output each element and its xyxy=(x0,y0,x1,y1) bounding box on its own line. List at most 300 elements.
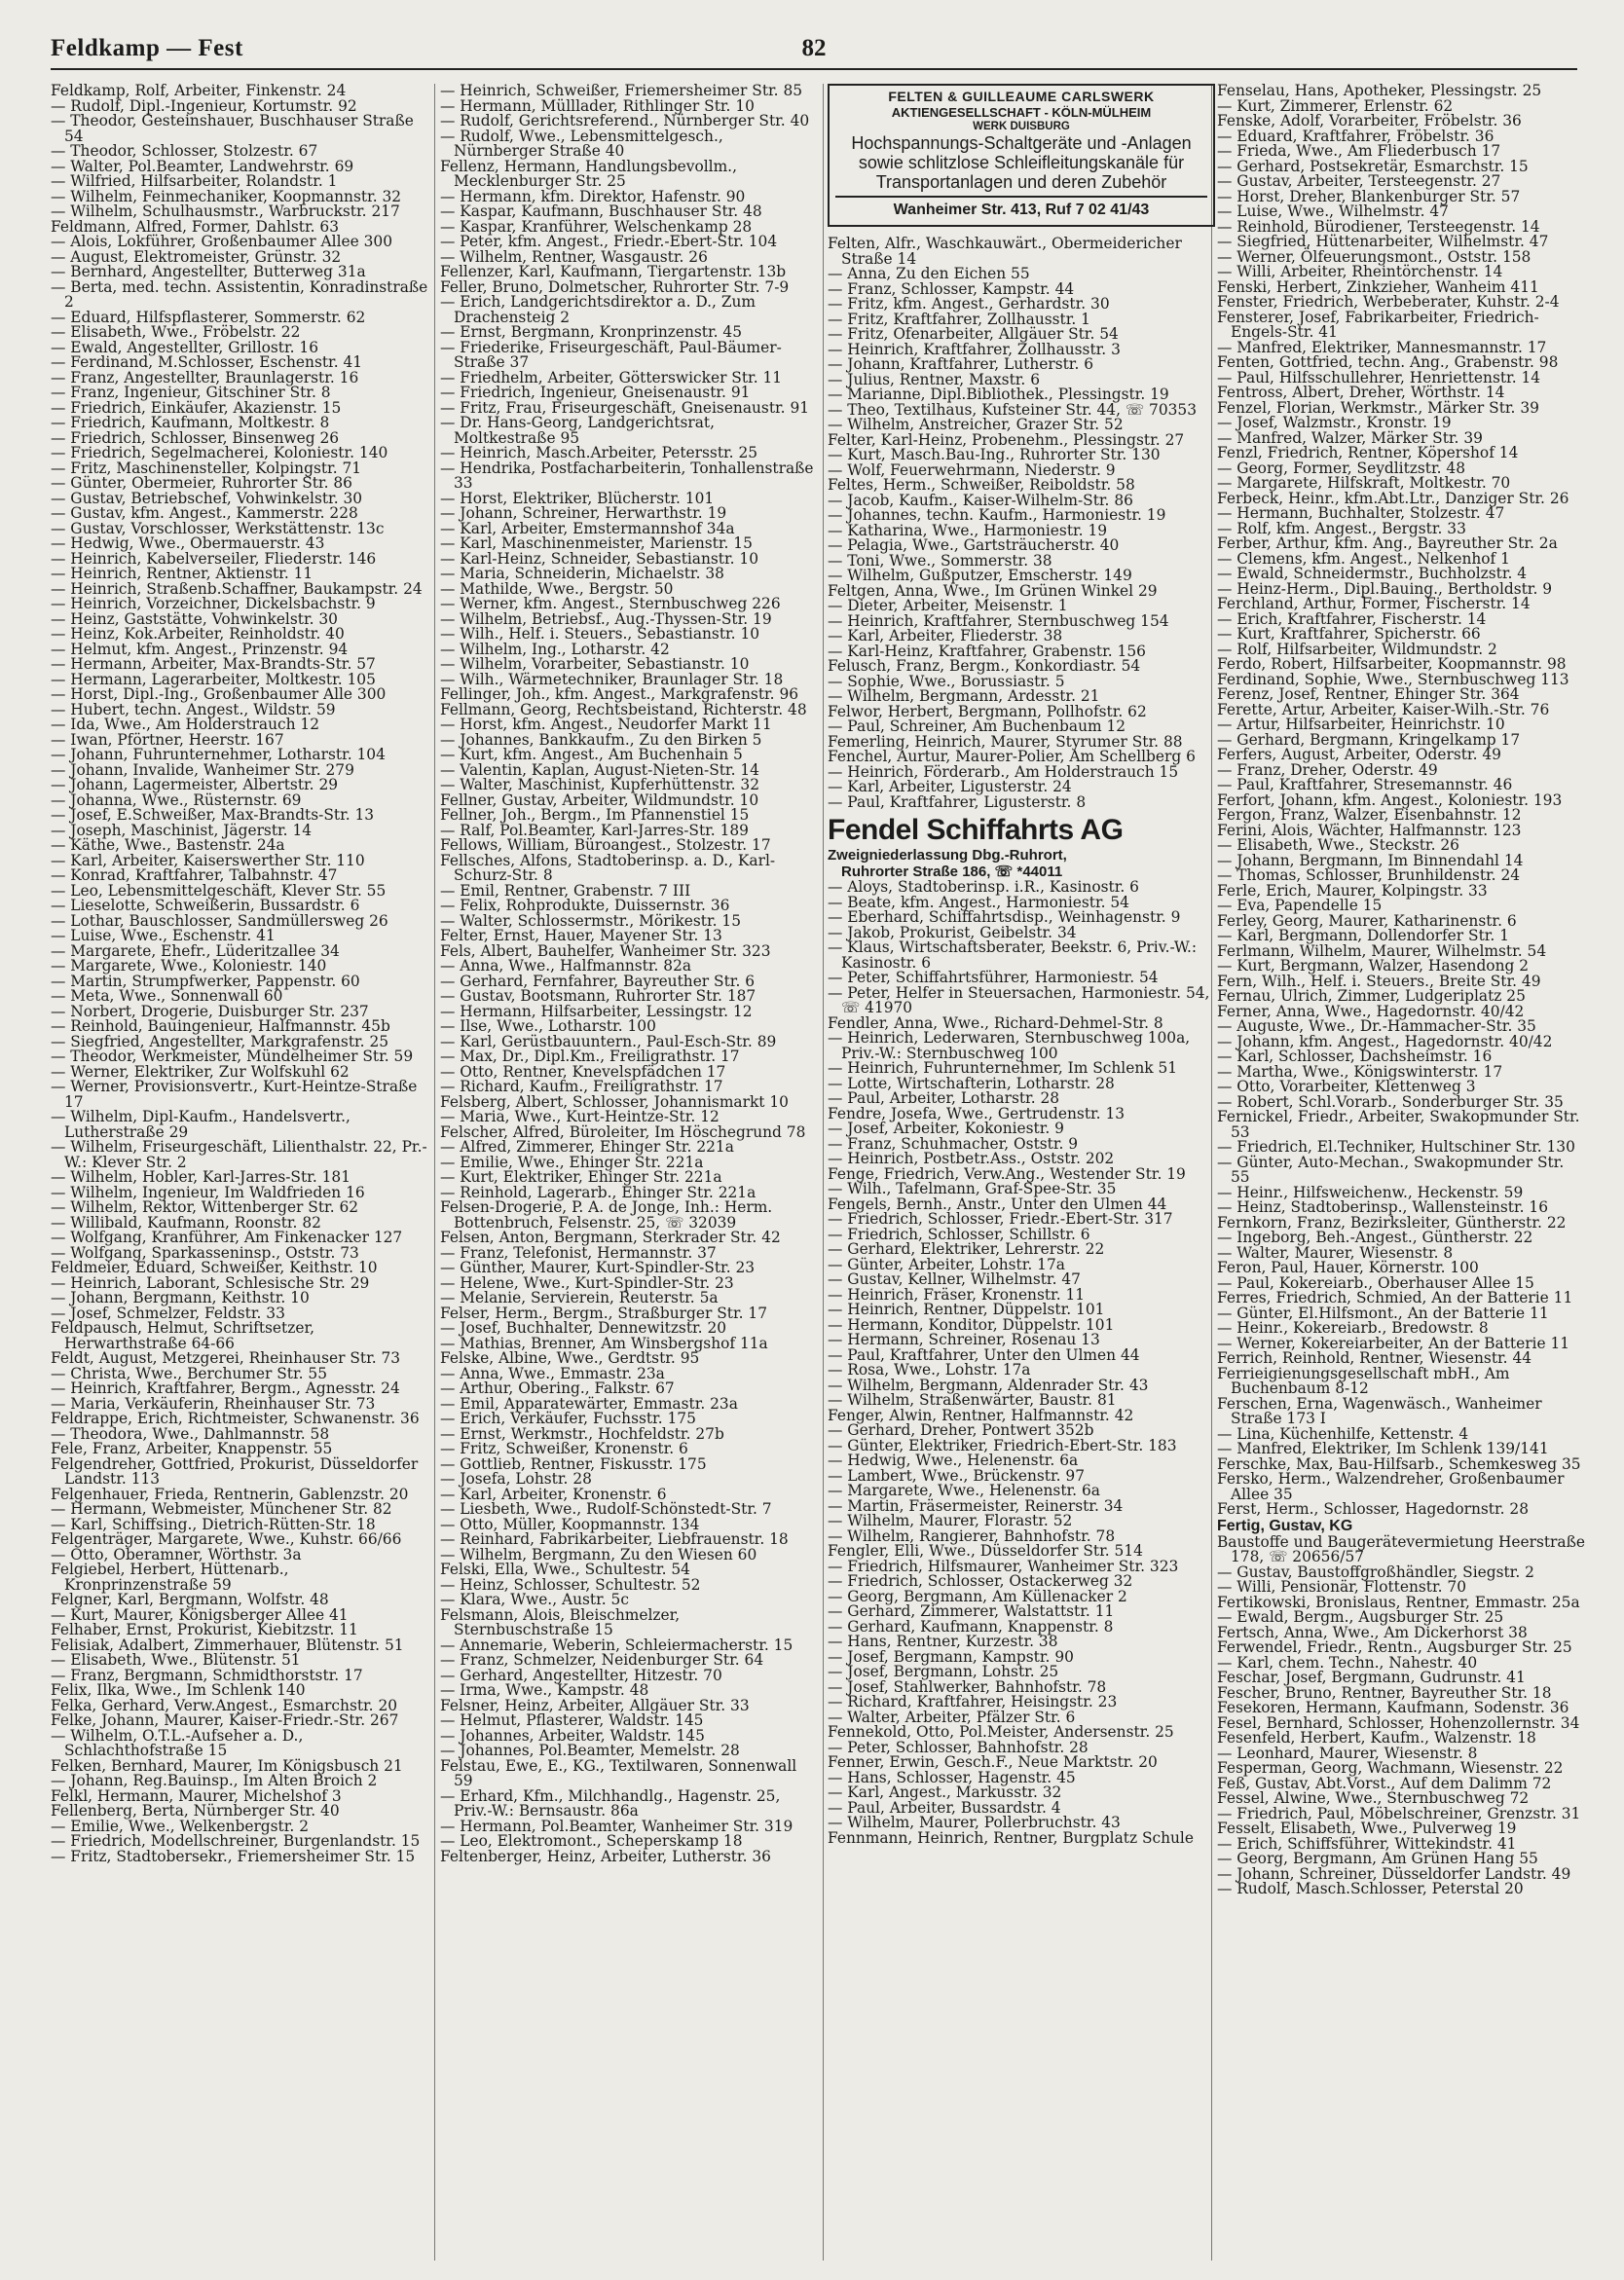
directory-entry: — Friedrich, Hilfsmaurer, Wanheimer Str. 323 xyxy=(828,1557,1179,1575)
directory-entry: Fellinger, Joh., kfm. Angest., Markgrafenstr. 96 xyxy=(440,685,799,703)
directory-entry: Ferner, Anna, Wwe., Hagedornstr. 40/42 xyxy=(1217,1002,1525,1020)
directory-entry: — Horst, Dipl.-Ing., Großenbaumer Alle 300 xyxy=(51,685,387,703)
directory-entry: — Paul, Kraftfahrer, Unter den Ulmen 44 xyxy=(828,1345,1140,1364)
directory-entry: — Erich, Verkäufer, Fuchsstr. 175 xyxy=(440,1410,696,1427)
directory-entry: — Heinrich, Masch.Arbeiter, Petersstr. 25 xyxy=(440,444,758,461)
directory-entry: — Johann, Kraftfahrer, Lutherstr. 6 xyxy=(828,355,1094,373)
directory-entry: — Paul, Kokereiarb., Oberhauser Allee 15 xyxy=(1217,1273,1534,1292)
directory-entry: — Franz, Angestellter, Braunlagerstr. 16 xyxy=(51,368,359,386)
directory-entry: — Manfred, Elektriker, Im Schlenk 139/141 xyxy=(1217,1440,1549,1457)
directory-entry: — Heinr., Kokereiarb., Bredowstr. 8 xyxy=(1217,1319,1489,1337)
directory-entry: — Karl, chem. Techn., Nahestr. 40 xyxy=(1217,1653,1478,1672)
directory-entry: — Josef, Schmelzer, Feldstr. 33 xyxy=(51,1304,285,1322)
directory-entry: — Karl, Schiffsing., Dietrich-Rütten-Str. 18 xyxy=(51,1515,376,1533)
directory-entry: Ferschen, Erna, Wagenwäsch., Wanheimer Straße 173 I xyxy=(1217,1394,1542,1427)
directory-entry: — Alois, Lokführer, Großenbaumer Allee 300 xyxy=(51,233,392,250)
directory-entry: Felgenhauer, Frieda, Rentnerin, Gablenzstr. 20 xyxy=(51,1485,409,1503)
directory-entry: Fernau, Ulrich, Zimmer, Ludgeriplatz 25 xyxy=(1217,987,1526,1005)
directory-entry: — Auguste, Wwe., Dr.-Hammacher-Str. 35 xyxy=(1217,1017,1536,1035)
ad-address: Wanheimer Str. 413, Ruf 7 02 41/43 xyxy=(835,196,1207,220)
directory-entry: — Dieter, Arbeiter, Meisenstr. 1 xyxy=(828,597,1068,614)
directory-entry: — Heinz, Stadtoberinsp., Wallensteinstr. 16 xyxy=(1217,1198,1548,1216)
directory-entry: — Ferdinand, M.Schlosser, Eschenstr. 41 xyxy=(51,353,363,371)
directory-entry: — Franz, Schmelzer, Neidenburger Str. 64 xyxy=(440,1651,764,1669)
directory-entry: — Josef, Arbeiter, Kokoniestr. 9 xyxy=(828,1120,1064,1137)
directory-entry: — Wilh., Wärmetechniker, Braunlager Str. 18 xyxy=(440,670,784,688)
directory-entry: — Klaus, Wirtschaftsberater, Beekstr. 6, Priv.-W.: Kasinostr. 6 xyxy=(828,938,1198,972)
directory-entry: — Georg, Bergmann, Am Grünen Hang 55 xyxy=(1217,1850,1538,1867)
directory-entry: — Günter, Auto-Mechan., Swakopmunder Str. 55 xyxy=(1217,1153,1565,1186)
directory-entry: — Friedrich, El.Techniker, Hultschiner Str. 130 xyxy=(1217,1138,1575,1156)
directory-entry: — Rolf, kfm. Angest., Bergstr. 33 xyxy=(1217,519,1466,537)
directory-entry: — Artur, Hilfsarbeiter, Heinrichstr. 10 xyxy=(1217,716,1505,733)
directory-entry: Fels, Albert, Bauhelfer, Wanheimer Str. 323 xyxy=(440,941,771,960)
directory-entry: — Hermann, Mülllader, Rithlinger Str. 10 xyxy=(440,96,755,115)
directory-entry: — Gerhard, Bergmann, Kringelkamp 17 xyxy=(1217,730,1521,749)
directory-entry: — Wilhelm, Straßenwärter, Baustr. 81 xyxy=(828,1391,1117,1409)
directory-entry: — Ernst, Werkmstr., Hochfeldstr. 27b xyxy=(440,1424,724,1443)
directory-entry: — Gerhard, Postsekretär, Esmarchstr. 15 xyxy=(1217,157,1529,175)
directory-entry: Ferber, Arthur, kfm. Ang., Bayreuther Str. 2a xyxy=(1217,534,1558,552)
directory-entry: Felsberg, Albert, Schlosser, Johannismarkt 10 xyxy=(440,1092,789,1111)
directory-entry: — Johannes, Arbeiter, Waldstr. 145 xyxy=(440,1726,705,1745)
directory-entry: Felix, Ilka, Wwe., Im Schlenk 140 xyxy=(51,1681,306,1699)
directory-entry: — Heinrich, Fräser, Kronenstr. 11 xyxy=(828,1285,1086,1304)
directory-column-1 xyxy=(51,84,432,2264)
directory-entry: — Willi, Arbeiter, Rheintörchenstr. 14 xyxy=(1217,263,1503,280)
directory-entry: — Käthe, Wwe., Bastenstr. 24a xyxy=(51,836,285,854)
directory-entry: — Mathias, Brenner, Am Winsbergshof 11a xyxy=(440,1334,768,1352)
directory-entry: — Jakob, Prokurist, Geibelstr. 34 xyxy=(828,923,1077,941)
directory-entry: — Gerhard, Zimmerer, Walstattstr. 11 xyxy=(828,1602,1115,1620)
directory-entry: Fenzel, Florian, Werkmstr., Märker Str. 39 xyxy=(1217,398,1539,417)
directory-entry: — Wolfgang, Kranführer, Am Finkenacker 127 xyxy=(51,1229,403,1246)
directory-entry: — Friedrich, Modellschreiner, Burgenlandstr. 15 xyxy=(51,1832,421,1850)
directory-entry: — Gustav, Arbeiter, Tersteegenstr. 27 xyxy=(1217,172,1501,190)
directory-entry: — Johann, Fuhrunternehmer, Lotharstr. 104 xyxy=(51,746,386,763)
ad-company-name: FELTEN & GUILLEAUME CARLSWERK xyxy=(888,89,1155,104)
directory-entry: — Otto, Oberamner, Wörthstr. 3a xyxy=(51,1545,302,1563)
directory-entry: Felten, Alfr., Waschkauwärt., Obermeidericher Straße 14 xyxy=(828,235,1182,268)
directory-entry: Ferfers, August, Arbeiter, Oderstr. 49 xyxy=(1217,746,1501,763)
directory-entry: — Friedrich, Schlosser, Schillstr. 6 xyxy=(828,1225,1090,1243)
directory-entry: — Friedrich, Segelmacherei, Koloniestr. 140 xyxy=(51,444,388,461)
directory-entry: — Georg, Bergmann, Am Küllenacker 2 xyxy=(828,1587,1127,1605)
directory-entry: — Josef, Walzmstr., Kronstr. 19 xyxy=(1217,414,1452,431)
directory-entry: — Manfred, Walzer, Märker Str. 39 xyxy=(1217,428,1483,447)
directory-entry: — Eduard, Kraftfahrer, Fröbelstr. 36 xyxy=(1217,127,1495,145)
directory-entry: — Kurt, Elektriker, Ehinger Str. 221a xyxy=(440,1168,722,1186)
directory-entry: Fernkorn, Franz, Bezirksleiter, Güntherstr. 22 xyxy=(1217,1213,1567,1232)
directory-entry: Fenge, Friedrich, Verw.Ang., Westender Str. 19 xyxy=(828,1164,1186,1183)
directory-entry: — Martin, Fräsermeister, Reinerstr. 34 xyxy=(828,1496,1124,1515)
directory-entry: Fenzl, Friedrich, Rentner, Köpershof 14 xyxy=(1217,444,1519,461)
directory-entry: — Margarete, Wwe., Koloniestr. 140 xyxy=(51,957,327,975)
directory-entry: Felgner, Karl, Bergmann, Wolfstr. 48 xyxy=(51,1591,329,1608)
directory-entry: Felke, Johann, Maurer, Kaiser-Friedr.-Str. 267 xyxy=(51,1711,399,1729)
directory-entry: — Ewald, Schneidermstr., Buchholzstr. 4 xyxy=(1217,565,1528,582)
directory-entry: — Lotte, Wirtschafterin, Lotharstr. 28 xyxy=(828,1074,1115,1092)
directory-entry: — Franz, Ingenieur, Gitschiner Str. 8 xyxy=(51,384,331,401)
directory-entry: — Elisabeth, Wwe., Blütenstr. 51 xyxy=(51,1651,301,1669)
directory-entry: — Wilhelm, Bergmann, Aldenrader Str. 43 xyxy=(828,1376,1149,1394)
directory-entry: Felgenträger, Margarete, Wwe., Kuhstr. 66/66 xyxy=(51,1530,402,1548)
directory-entry: — Karl, Bergmann, Dollendorfer Str. 1 xyxy=(1217,927,1509,944)
directory-entry: Feß, Gustav, Abt.Vorst., Auf dem Dalimm 72 xyxy=(1217,1774,1552,1792)
directory-entry: — Luise, Wwe., Wilhelmstr. 47 xyxy=(1217,202,1449,220)
directory-entry: Ferbeck, Heinr., kfm.Abt.Ltr., Danziger Str. 26 xyxy=(1217,489,1569,507)
directory-entry: — Karl, Arbeiter, Emstermannshof 34a xyxy=(440,519,735,537)
directory-entry: — Siegfried, Angestellter, Markgrafenstr. 25 xyxy=(51,1032,389,1050)
directory-entry: — Hendrika, Postfacharbeiterin, Tonhallenstraße 33 xyxy=(440,459,814,492)
directory-entry: Baustoffe und Baugerätevermietung Heerstraße 178, ☏ 20656/57 xyxy=(1217,1532,1585,1565)
directory-entry: — Wilhelm, Friseurgeschäft, Lilienthalstr. 22, Pr.-W.: Klever Str. 2 xyxy=(51,1138,427,1171)
directory-entry: — Friedrich, Kaufmann, Moltkestr. 8 xyxy=(51,414,330,431)
directory-entry: Fengler, Elli, Wwe., Düsseldorfer Str. 514 xyxy=(828,1542,1143,1560)
directory-entry: — Wolf, Feuerwehrmann, Niederstr. 9 xyxy=(828,460,1116,479)
directory-entry: Felusch, Franz, Bergm., Konkordiastr. 54 xyxy=(828,657,1141,675)
directory-entry: — Hermann, Konditor, Düppelstr. 101 xyxy=(828,1315,1115,1334)
directory-entry: — Theo, Textilhaus, Kufsteiner Str. 44, ☏ 70353 xyxy=(828,400,1197,419)
directory-entry: Felstau, Ewe, E., KG., Textilwaren, Sonnenwall 59 xyxy=(440,1756,797,1789)
directory-entry: — Gustav, Vorschlosser, Werkstättenstr. 13c xyxy=(51,519,385,537)
directory-entry: — Kurt, Bergmann, Walzer, Hasendong 2 xyxy=(1217,957,1530,975)
directory-entry: — Lina, Küchenhilfe, Kettenstr. 4 xyxy=(1217,1424,1469,1443)
directory-entry: Fessel, Alwine, Wwe., Sternbuschweg 72 xyxy=(1217,1789,1530,1807)
directory-entry: — Heinrich, Lederwaren, Sternbuschweg 100a, Priv.-W.: Sternbuschweg 100 xyxy=(828,1029,1191,1062)
directory-entry: — Günter, Arbeiter, Lohstr. 17a xyxy=(828,1255,1065,1273)
directory-entry: — Reinhold, Bürodiener, Tersteegenstr. 14 xyxy=(1217,217,1540,236)
directory-entry: — Lothar, Bauschlosser, Sandmüllersweg 26 xyxy=(51,911,388,930)
directory-entry: — Heinrich, Rentner, Aktienstr. 11 xyxy=(51,565,314,582)
directory-entry: — Kurt, Maurer, Königsberger Allee 41 xyxy=(51,1605,349,1624)
directory-entry: — Wolfgang, Sparkasseninsp., Oststr. 73 xyxy=(51,1243,359,1262)
ad-plant: WERK DUISBURG xyxy=(973,121,1070,132)
directory-entry: Felsner, Heinz, Arbeiter, Allgäuer Str. 33 xyxy=(440,1696,750,1714)
directory-entry: — Frieda, Wwe., Am Fliederbusch 17 xyxy=(1217,142,1501,160)
directory-entry: Ferdinand, Sophie, Wwe., Sternbuschweg 113 xyxy=(1217,670,1569,688)
directory-entry: — Heinz, Schlosser, Schultestr. 52 xyxy=(440,1575,701,1594)
directory-entry: — Hedwig, Wwe., Helenenstr. 6a xyxy=(828,1452,1079,1469)
directory-entry: — Kaspar, Kaufmann, Buschhauser Str. 48 xyxy=(440,202,762,220)
directory-entry: — Karl-Heinz, Kraftfahrer, Grabenstr. 156 xyxy=(828,642,1146,660)
directory-entry: — Hermann, Webmeister, Münchener Str. 82 xyxy=(51,1500,392,1518)
directory-entry: — Wilhelm, Schulhausmstr., Warbruckstr. 217 xyxy=(51,202,400,220)
directory-entry: — Emil, Apparatewärter, Emmastr. 23a xyxy=(440,1394,738,1413)
directory-entry: Felser, Herm., Bergm., Straßburger Str. 17 xyxy=(440,1304,768,1322)
directory-entry: Feschar, Josef, Bergmann, Gudrunstr. 41 xyxy=(1217,1669,1526,1686)
directory-entry: Felsen-Drogerie, P. A. de Jonge, Inh.: Herm. Bottenbruch, Felsenstr. 25, ☏ 32039 xyxy=(440,1198,773,1232)
directory-entry: — Heinrich, Rentner, Düppelstr. 101 xyxy=(828,1301,1105,1318)
directory-entry: Fellenz, Hermann, Handlungsbevollm., Mecklenburger Str. 25 xyxy=(440,157,737,190)
directory-entry: — Fritz, Stadtobersekr., Friemersheimer Str. 15 xyxy=(51,1847,416,1865)
directory-entry: — Margarete, Hilfskraft, Moltkestr. 70 xyxy=(1217,474,1511,492)
directory-entry: — Johann, Bergmann, Im Binnendahl 14 xyxy=(1217,851,1524,869)
directory-entry: — Walter, Pol.Beamter, Landwehrstr. 69 xyxy=(51,157,354,175)
directory-entry: — Wilhelm, Dipl-Kaufm., Handelsvertr., Lutherstraße 29 xyxy=(51,1108,351,1141)
directory-entry: Ferette, Artur, Arbeiter, Kaiser-Wilh.-Str. 76 xyxy=(1217,700,1550,718)
directory-entry: — Rudolf, Masch.Schlosser, Peterstal 20 xyxy=(1217,1880,1524,1897)
directory-entry: — Maria, Schneiderin, Michaelstr. 38 xyxy=(440,565,724,582)
directory-entry: — Siegfried, Hüttenarbeiter, Wilhelmstr. 47 xyxy=(1217,233,1549,250)
directory-entry: Fendre, Josefa, Wwe., Gertrudenstr. 13 xyxy=(828,1104,1126,1122)
directory-entry: — Wilhelm, Ing., Lotharstr. 42 xyxy=(440,640,670,658)
directory-entry: Fesenfeld, Herbert, Kaufm., Walzenstr. 18 xyxy=(1217,1729,1536,1747)
directory-entry: Felhaber, Ernst, Prokurist, Kiebitzstr. 11 xyxy=(51,1621,358,1638)
directory-entry: Ferfort, Johann, kfm. Angest., Koloniestr. 193 xyxy=(1217,791,1563,809)
directory-entry: — Helmut, Pflasterer, Waldstr. 145 xyxy=(440,1711,704,1729)
directory-entry: — Heinrich, Fuhrunternehmer, Im Schlenk 51 xyxy=(828,1059,1178,1077)
directory-entry: — Heinz-Herm., Dipl.Bauing., Bertholdstr. 9 xyxy=(1217,579,1553,598)
directory-entry: Feldmeier, Eduard, Schweißer, Keithstr. 10 xyxy=(51,1259,378,1276)
directory-entry: — Irma, Wwe., Kampstr. 48 xyxy=(440,1681,649,1699)
directory-entry: Ferenz, Josef, Rentner, Ehinger Str. 364 xyxy=(1217,685,1520,703)
directory-entry: — Ilse, Wwe., Lotharstr. 100 xyxy=(440,1017,656,1035)
column-rule xyxy=(823,84,824,2261)
directory-entry: — Horst, Dreher, Blankenburger Str. 57 xyxy=(1217,187,1521,205)
directory-entry: — Karl-Heinz, Schneider, Sebastianstr. 10 xyxy=(440,549,759,568)
directory-entry: Fertsch, Anna, Wwe., Am Dickerhorst 38 xyxy=(1217,1623,1528,1641)
directory-entry: — Fritz, Frau, Friseurgeschäft, Gneisenaustr. 91 xyxy=(440,398,810,417)
directory-entry: — Hermann, Hilfsarbeiter, Lessingstr. 12 xyxy=(440,1002,753,1020)
directory-entry: — Aloys, Stadtoberinsp. i.R., Kasinostr. 6 xyxy=(828,878,1139,896)
directory-entry: — Gerhard, Kaufmann, Knappenstr. 8 xyxy=(828,1617,1114,1636)
directory-entry: — Wilhelm, Maurer, Florastr. 52 xyxy=(828,1512,1073,1529)
directory-entry: — Gustav, kfm. Angest., Kammerstr. 228 xyxy=(51,504,358,522)
directory-entry: — Paul, Arbeiter, Lotharstr. 28 xyxy=(828,1089,1060,1107)
directory-entry: — Leo, Lebensmittelgeschäft, Klever Str. 55 xyxy=(51,881,387,900)
directory-entry: Fescher, Bruno, Rentner, Bayreuther Str. 18 xyxy=(1217,1683,1552,1702)
directory-entry: Ferst, Herm., Schlosser, Hagedornstr. 28 xyxy=(1217,1500,1530,1518)
directory-entry: — Reinhold, Bauingenieur, Halfmannstr. 45b xyxy=(51,1017,390,1035)
directory-entry: — Karl, Arbeiter, Kaiserswerther Str. 110 xyxy=(51,851,365,869)
directory-entry: — Clemens, kfm. Angest., Nelkenhof 1 xyxy=(1217,549,1510,568)
directory-entry: — Johann, Lagermeister, Albertstr. 29 xyxy=(51,776,339,793)
directory-entry: Fendler, Anna, Wwe., Richard-Dehmel-Str. 8 xyxy=(828,1013,1163,1032)
directory-entry: — Heinrich, Vorzeichner, Dickelsbachstr. 9 xyxy=(51,595,376,612)
column-rule xyxy=(434,84,435,2261)
directory-entry: — Wilhelm, O.T.L.-Aufseher a. D., Schlachthofstraße 15 xyxy=(51,1726,304,1759)
directory-entry: — Heinrich, Schweißer, Friemersheimer Str. 85 xyxy=(440,84,803,99)
directory-entry: — Martha, Wwe., Königswinterstr. 17 xyxy=(1217,1062,1503,1081)
directory-entry: — Rosa, Wwe., Lohstr. 17a xyxy=(828,1361,1031,1379)
directory-entry: — Reinhard, Fabrikarbeiter, Liebfrauenstr. 18 xyxy=(440,1530,789,1548)
directory-entry: Ferchland, Arthur, Former, Fischerstr. 14 xyxy=(1217,595,1531,612)
directory-entry: — Klara, Wwe., Austr. 5c xyxy=(440,1591,629,1608)
directory-entry: — Johannes, techn. Kaufm., Harmoniestr. 19 xyxy=(828,506,1166,524)
directory-entry: — Johann, kfm. Angest., Hagedornstr. 40/42 xyxy=(1217,1032,1553,1050)
directory-entry: — Karl, Arbeiter, Kronenstr. 6 xyxy=(440,1485,667,1503)
directory-entry: — Theodor, Schlosser, Stolzestr. 67 xyxy=(51,142,318,160)
directory-column-3 xyxy=(828,84,1215,2264)
directory-entry: — Wilhelm, Vorarbeiter, Sebastianstr. 10 xyxy=(440,655,750,673)
directory-entry: — Heinrich, Kraftfahrer, Zollhausstr. 3 xyxy=(828,340,1121,358)
directory-entry: Fergon, Franz, Walzer, Eisenbahnstr. 12 xyxy=(1217,806,1522,824)
directory-entry: Fesperman, Georg, Wachmann, Wiesenstr. 22 xyxy=(1217,1759,1564,1777)
directory-entry: — Werner, Kokereiarbeiter, An der Batterie 11 xyxy=(1217,1334,1570,1352)
directory-entry: — Ewald, Angestellter, Grillostr. 16 xyxy=(51,338,318,356)
directory-entry: — Werner, Elektriker, Zur Wolfskuhl 62 xyxy=(51,1062,350,1081)
directory-entry: — Gerhard, Fernfahrer, Bayreuther Str. 6 xyxy=(440,972,756,990)
directory-entry: — Jacob, Kaufm., Kaiser-Wilhelm-Str. 86 xyxy=(828,491,1133,509)
directory-entry: — Wilhelm, Rektor, Wittenberger Str. 62 xyxy=(51,1198,359,1216)
directory-entry: — Heinrich, Laborant, Schlesische Str. 29 xyxy=(51,1273,370,1292)
directory-entry: — Heinrich, Förderarb., Am Holderstrauch 15 xyxy=(828,762,1179,781)
directory-entry: Feldkamp, Rolf, Arbeiter, Finkenstr. 24 xyxy=(51,84,347,99)
directory-column-2 xyxy=(440,84,818,2264)
directory-entry: Ferrich, Reinhold, Rentner, Wiesenstr. 44 xyxy=(1217,1349,1532,1367)
directory-entry: — Paul, Schreiner, Am Buchenbaum 12 xyxy=(828,717,1126,735)
directory-entry: — Hermann, Pol.Beamter, Wanheimer Str. 319 xyxy=(440,1817,794,1835)
directory-entry: — Walter, Maurer, Wiesenstr. 8 xyxy=(1217,1243,1454,1262)
directory-entry: — Erhard, Kfm., Milchhandlg., Hagenstr. 25, Priv.-W.: Bernsaustr. 86a xyxy=(440,1786,781,1820)
directory-entry: — Josefa, Lohstr. 28 xyxy=(440,1470,592,1488)
directory-entry: — Friedrich, Paul, Möbelschreiner, Grenzstr. 31 xyxy=(1217,1804,1581,1822)
directory-entry: — Kaspar, Kranführer, Welschenkamp 28 xyxy=(440,217,753,236)
directory-entry: — Rudolf, Dipl.-Ingenieur, Kortumstr. 92 xyxy=(51,96,357,115)
directory-entry: Fellmann, Georg, Rechtsbeistand, Richterstr. 48 xyxy=(440,700,807,718)
directory-entry: — Wilhelm, Rangierer, Bahnhofstr. 78 xyxy=(828,1526,1116,1545)
directory-column-4 xyxy=(1217,84,1585,2264)
directory-entry: — Gustav, Kellner, Wilhelmstr. 47 xyxy=(828,1270,1081,1288)
directory-entry: Felscher, Alfred, Büroleiter, Im Höschegrund 78 xyxy=(440,1122,806,1141)
directory-entry: — Johannes, Pol.Beamter, Memelstr. 28 xyxy=(440,1742,740,1759)
directory-entry: — Johann, Bergmann, Keithstr. 10 xyxy=(51,1289,310,1306)
directory-entry: Felgendreher, Gottfried, Prokurist, Düsseldorfer Landstr. 113 xyxy=(51,1454,419,1488)
directory-entry: Fesselt, Elisabeth, Wwe., Pulverweg 19 xyxy=(1217,1820,1517,1837)
directory-entry: — Otto, Vorarbeiter, Klettenweg 3 xyxy=(1217,1078,1476,1095)
directory-entry: Fern, Wilh., Helf. i. Steuers., Breite Str. 49 xyxy=(1217,972,1541,990)
directory-entry: Fellner, Joh., Bergm., Im Pfannenstiel 15 xyxy=(440,806,750,824)
directory-entry: — Walter, Maschinist, Kupferhüttenstr. 32 xyxy=(440,776,760,793)
directory-entry: — Wilh., Helf. i. Steuers., Sebastianstr. 10 xyxy=(440,625,760,643)
directory-entry: — Marianne, Dipl.Bibliothek., Plessingstr. 19 xyxy=(828,386,1169,403)
directory-entry: — Margarete, Ehefr., Lüderitzallee 34 xyxy=(51,941,340,960)
directory-entry: Feldmann, Alfred, Former, Dahlstr. 63 xyxy=(51,217,340,236)
directory-entry: — Eberhard, Schiffahrtsdisp., Weinhagenstr. 9 xyxy=(828,908,1181,926)
directory-entry: — Hubert, techn. Angest., Wildstr. 59 xyxy=(51,700,336,718)
directory-entry: — Georg, Former, Seydlitzstr. 48 xyxy=(1217,459,1466,477)
directory-entry: — Fritz, Maschinensteller, Kolpingstr. 71 xyxy=(51,459,362,477)
directory-entry: — Friedrich, Schlosser, Friedr.-Ebert-Str. 317 xyxy=(828,1210,1173,1228)
directory-entry: — Günter, Elektriker, Friedrich-Ebert-Str. 183 xyxy=(828,1436,1177,1454)
directory-entry: Ferle, Erich, Maurer, Kolpingstr. 33 xyxy=(1217,881,1488,900)
directory-entry: Ferrieigienungsgesellschaft mbH., Am Buchenbaum 8-12 xyxy=(1217,1364,1510,1397)
directory-entry: — Richard, Kaufm., Freiligrathstr. 17 xyxy=(440,1078,723,1095)
directory-entry: Feldt, August, Metzgerei, Rheinhauser Str. 73 xyxy=(51,1349,401,1367)
directory-entry: Ferlmann, Wilhelm, Maurer, Wilhelmstr. 54 xyxy=(1217,941,1547,960)
directory-entry: — Alfred, Zimmerer, Ehinger Str. 221a xyxy=(440,1138,734,1156)
directory-entry: — Heinrich, Straßenb.Schaffner, Baukampstr. 24 xyxy=(51,579,423,598)
directory-entry: — Hermann, Lagerarbeiter, Moltkestr. 105 xyxy=(51,670,376,688)
directory-entry: Fenski, Herbert, Zinkzieher, Wanheim 411 xyxy=(1217,277,1539,296)
directory-entry: — Heinz, Kok.Arbeiter, Reinholdstr. 40 xyxy=(51,625,345,643)
directory-entry: — Walter, Schlossermstr., Mörikestr. 15 xyxy=(440,911,742,930)
directory-entry: — Franz, Telefonist, Hermannstr. 37 xyxy=(440,1243,717,1262)
directory-entry: — Paul, Arbeiter, Bussardstr. 4 xyxy=(828,1798,1061,1817)
directory-entry: Fennmann, Heinrich, Rentner, Burgplatz Schule xyxy=(828,1828,1194,1847)
directory-entry: — Heinrich, Kraftfahrer, Bergm., Agnesstr. 24 xyxy=(51,1379,400,1397)
directory-entry: — Wilh., Tafelmann, Graf-Spee-Str. 35 xyxy=(828,1180,1117,1197)
directory-entry: — Ralf, Pol.Beamter, Karl-Jarres-Str. 189 xyxy=(440,821,749,839)
directory-entry: — Heinrich, Kraftfahrer, Sternbuschweg 154 xyxy=(828,611,1169,630)
directory-entry: — Wilhelm, Feinmechaniker, Koopmannstr. 32 xyxy=(51,187,402,205)
directory-entry: — Dr. Hans-Georg, Landgerichtsrat, Moltkestraße 95 xyxy=(440,414,715,447)
directory-entry: — Margarete, Wwe., Helenenstr. 6a xyxy=(828,1482,1100,1499)
directory-entry: — Kurt, Zimmerer, Erlenstr. 62 xyxy=(1217,96,1454,115)
directory-entry: — Hermann, kfm. Direktor, Hafenstr. 90 xyxy=(440,187,746,205)
directory-entry: — Richard, Kraftfahrer, Heisingstr. 23 xyxy=(828,1693,1118,1710)
directory-entry: — Erich, Landgerichtsdirektor a. D., Zum Drachensteig 2 xyxy=(440,293,757,326)
directory-entry: — Anna, Wwe., Emmastr. 23a xyxy=(440,1364,665,1382)
directory-entry: — Johann, Invalide, Wanheimer Str. 279 xyxy=(51,760,354,779)
directory-entry: Fersko, Herm., Walzendreher, Großenbaumer Allee 35 xyxy=(1217,1470,1565,1503)
directory-entry: — Emilie, Wwe., Welkenbergstr. 2 xyxy=(51,1817,309,1835)
directory-entry: Femerling, Heinrich, Maurer, Styrumer Str. 88 xyxy=(828,732,1183,751)
directory-entry: — Konrad, Kraftfahrer, Talbahnstr. 47 xyxy=(51,866,338,884)
directory-entry: — Erich, Kraftfahrer, Fischerstr. 14 xyxy=(1217,609,1487,628)
directory-entry: — Johanna, Wwe., Rüsternstr. 69 xyxy=(51,791,302,809)
directory-entry: — Wilhelm, Hobler, Karl-Jarres-Str. 181 xyxy=(51,1168,351,1186)
directory-entry: — Otto, Rentner, Knevelspfädchen 17 xyxy=(440,1062,726,1081)
directory-entry: — Rudolf, Wwe., Lebensmittelgesch., Nürnberger Straße 40 xyxy=(440,127,723,160)
directory-entry: — Fritz, Ofenarbeiter, Allgäuer Str. 54 xyxy=(828,325,1119,343)
directory-entry: — Anna, Wwe., Halfmannstr. 82a xyxy=(440,957,692,975)
page-number: 82 xyxy=(801,35,827,61)
directory-entry: — Hans, Schlosser, Hagenstr. 45 xyxy=(828,1768,1076,1786)
directory-entry: Ferwendel, Friedr., Rentn., Augsburger Str. 25 xyxy=(1217,1638,1572,1656)
directory-entry: — Arthur, Obering., Falkstr. 67 xyxy=(440,1379,675,1397)
directory-entry: — Friedhelm, Arbeiter, Götterswicker Str. 11 xyxy=(440,368,783,386)
directory-entry: Fellsches, Alfons, Stadtoberinsp. a. D., Karl-Schurz-Str. 8 xyxy=(440,851,776,884)
directory-entry: — Karl, Angest., Markusstr. 32 xyxy=(828,1784,1062,1801)
directory-entry: — Ida, Wwe., Am Holderstrauch 12 xyxy=(51,716,320,733)
directory-entry: — Pelagia, Wwe., Gartsträucherstr. 40 xyxy=(828,536,1120,554)
directory-entry: Fenten, Gottfried, techn. Ang., Grabenstr. 98 xyxy=(1217,353,1559,371)
directory-entry: — Franz, Dreher, Oderstr. 49 xyxy=(1217,760,1438,779)
directory-entry: — Josef, Bergmann, Kampstr. 90 xyxy=(828,1647,1074,1666)
directory-entry: — Lambert, Wwe., Brückenstr. 97 xyxy=(828,1466,1085,1485)
running-head: Feldkamp — Fest xyxy=(51,35,243,61)
directory-entry: — Paul, Hilfsschullehrer, Henriettenstr. 14 xyxy=(1217,368,1541,386)
directory-entry: Fesel, Bernhard, Schlosser, Hohenzollernstr. 34 xyxy=(1217,1713,1580,1732)
directory-entry: — Hans, Rentner, Kurzestr. 38 xyxy=(828,1633,1058,1650)
page-header xyxy=(51,35,1577,70)
directory-entry: — Werner, Ölfeuerungsmont., Oststr. 158 xyxy=(1217,247,1532,266)
directory-entry: — Gustav, Betriebschef, Vohwinkelstr. 30 xyxy=(51,489,363,507)
directory-entry: Felka, Gerhard, Verw.Angest., Esmarchstr. 20 xyxy=(51,1696,398,1714)
directory-entry: — Karl, Arbeiter, Ligusterstr. 24 xyxy=(828,778,1072,795)
directory-entry: — Fritz, kfm. Angest., Gerhardstr. 30 xyxy=(828,295,1110,313)
fendel-advertisement-branch: Zweigniederlassung Dbg.-Ruhrort, xyxy=(828,847,1067,864)
directory-entry: — Friederike, Friseurgeschäft, Paul-Bäumer-Straße 37 xyxy=(440,338,782,371)
directory-entry: — Peter, Schlosser, Bahnhofstr. 28 xyxy=(828,1738,1089,1756)
directory-entry: — Helmut, kfm. Angest., Prinzenstr. 94 xyxy=(51,640,349,658)
directory-entry: — Valentin, Kaplan, August-Nieten-Str. 14 xyxy=(440,760,759,779)
directory-entry: — Rolf, Hilfsarbeiter, Wildmundstr. 2 xyxy=(1217,640,1497,658)
directory-entry: — Wilhelm, Rentner, Wasgaustr. 26 xyxy=(440,247,708,266)
directory-entry: — Toni, Wwe., Sommerstr. 38 xyxy=(828,551,1052,570)
directory-entry: Fesekoren, Hermann, Kaufmann, Sodenstr. 36 xyxy=(1217,1699,1569,1716)
directory-entry: — Werner, kfm. Angest., Sternbuschweg 226 xyxy=(440,595,781,612)
directory-entry: — Eduard, Hilfspflasterer, Sommerstr. 62 xyxy=(51,308,366,326)
directory-entry: Feron, Paul, Hauer, Körnerstr. 100 xyxy=(1217,1259,1479,1276)
directory-entry: — Meta, Wwe., Sonnenwall 60 xyxy=(51,987,283,1005)
directory-entry: Fensterer, Josef, Fabrikarbeiter, Friedrich-Engels-Str. 41 xyxy=(1217,308,1539,341)
directory-entry: Felwor, Herbert, Bergmann, Pollhofstr. 62 xyxy=(828,702,1147,720)
directory-entry: Felkl, Hermann, Maurer, Michelshof 3 xyxy=(51,1786,342,1805)
directory-entry: — Emilie, Wwe., Ehinger Str. 221a xyxy=(440,1153,704,1171)
